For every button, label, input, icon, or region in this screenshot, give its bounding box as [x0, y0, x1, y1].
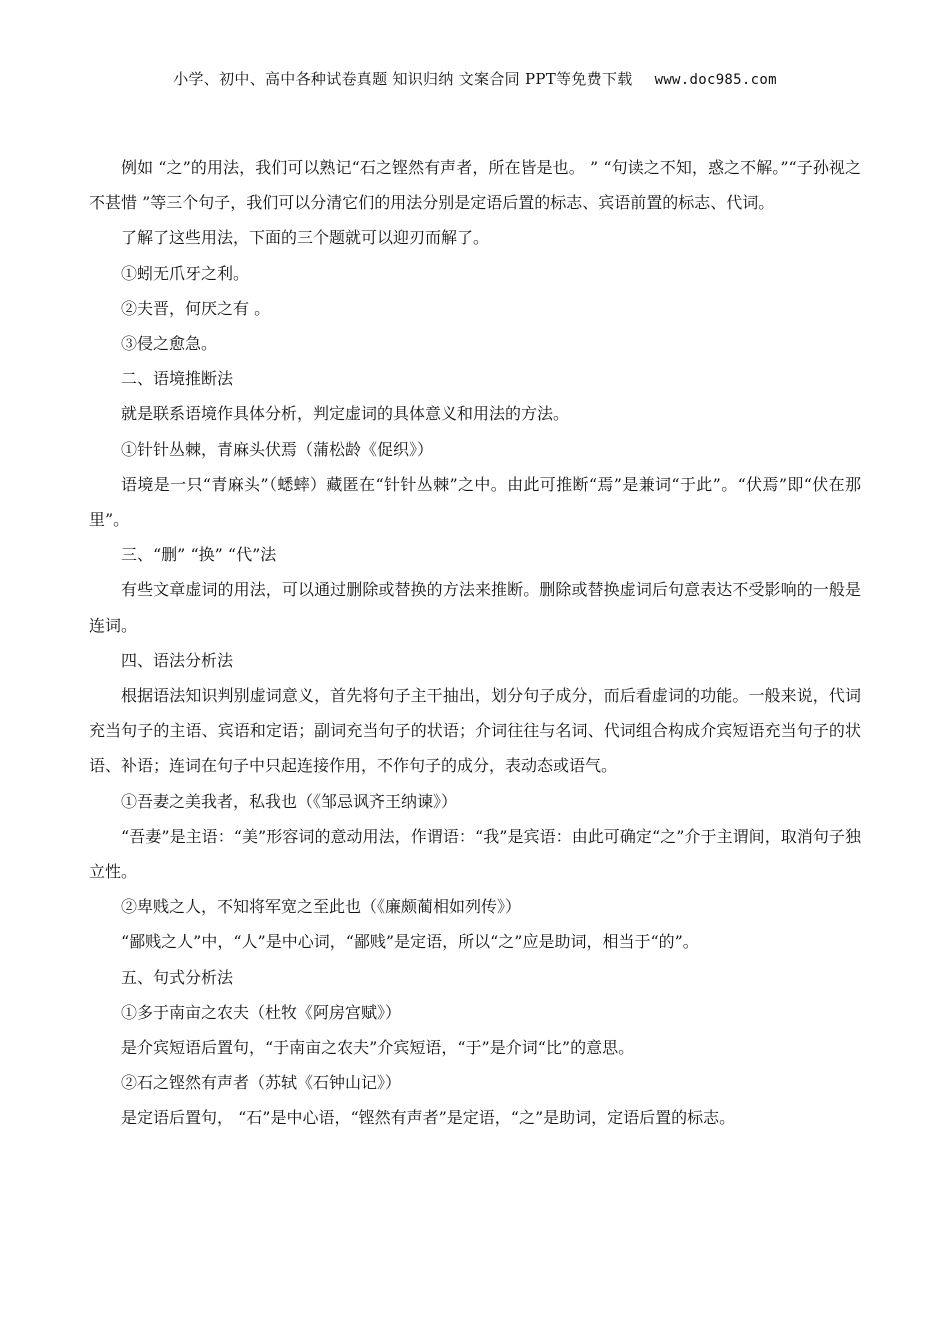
- paragraph: 根据语法知识判别虚词意义，首先将句子主干抽出，划分句子成分，而后看虚词的功能。一般来说，代词充当句子的主语、宾语和定语；副词充当句子的状语；介词往往与名词、代词组合构成介宾短语充当句子的状语、补语；连词在句子中只起连接作用，不作句子的成分，表动态或语气。: [89, 686, 861, 776]
- paragraph: “吾妻”是主语：“美”形容词的意动用法，作谓语：“我”是宾语：由此可确定“之”介于主谓间，取消句子独立性。: [89, 826, 861, 882]
- paragraph: 有些文章虚词的用法，可以通过删除或替换的方法来推断。删除或替换虚词后句意表达不受影响的一般是连词。: [89, 580, 861, 635]
- paragraph: 是定语后置句， “石”是中心语，“铿然有声者”是定语，“之”是助词，定语后置的标志。: [121, 1108, 736, 1128]
- section-heading: 三、“删” “换” “代”法: [121, 545, 277, 565]
- paragraph: ①针针丛棘，青麻头伏焉（蒲松龄《促织》）: [121, 439, 434, 459]
- paragraph: 语境是一只“青麻头”（蟋蟀）藏匿在“针针丛棘”之中。由此可推断“焉”是兼词“于此”。“伏焉”即“伏在那里”。: [89, 474, 861, 530]
- paragraph: ②夫晋，何厌之有 。: [121, 298, 271, 318]
- paragraph: ①吾妻之美我者，私我也（《邹忌讽齐王纳谏》）: [121, 791, 458, 811]
- paragraph: 了解了这些用法，下面的三个题就可以迎刃而解了。: [121, 228, 490, 248]
- paragraph: ①多于南亩之农夫（杜牧《阿房宫赋》）: [121, 1002, 402, 1022]
- header-text: 小学、初中、高中各种试卷真题 知识归纳 文案合同 PPT等免费下载: [173, 70, 633, 88]
- paragraph: ①蚓无爪牙之利。: [121, 263, 250, 283]
- section-heading: 四、语法分析法: [121, 650, 234, 670]
- paragraph: 例如 “之”的用法，我们可以熟记“石之铿然有声者，所在皆是也。 ” “句读之不知，惑之不解。”“子孙视之不甚惜 ”等三个句子，我们可以分清它们的用法分别是定语后置的标志、宾语前置的标志、代词。: [89, 158, 861, 213]
- paragraph: 就是联系语境作具体分析，判定虚词的具体意义和用法的方法。: [121, 404, 570, 424]
- paragraph: “鄙贱之人”中，“人”是中心词，“鄙贱”是定语，所以“之”应是助词，相当于“的”。: [121, 932, 699, 952]
- paragraph: ③侵之愈急。: [121, 334, 218, 354]
- page-header: [0, 68, 950, 91]
- document-body: [89, 150, 861, 1136]
- section-heading: 五、句式分析法: [121, 967, 234, 987]
- section-heading: 二、语境推断法: [121, 369, 234, 389]
- paragraph: 是介宾短语后置句，“于南亩之农夫”介宾短语，“于”是介词“比”的意思。: [121, 1038, 635, 1058]
- paragraph: ②石之铿然有声者（苏轼《石钟山记》）: [121, 1073, 402, 1093]
- header-url[interactable]: www.doc985.com: [654, 72, 777, 88]
- paragraph: ②卑贱之人，不知将军宽之至此也（《廉颇蔺相如列传》）: [121, 897, 522, 917]
